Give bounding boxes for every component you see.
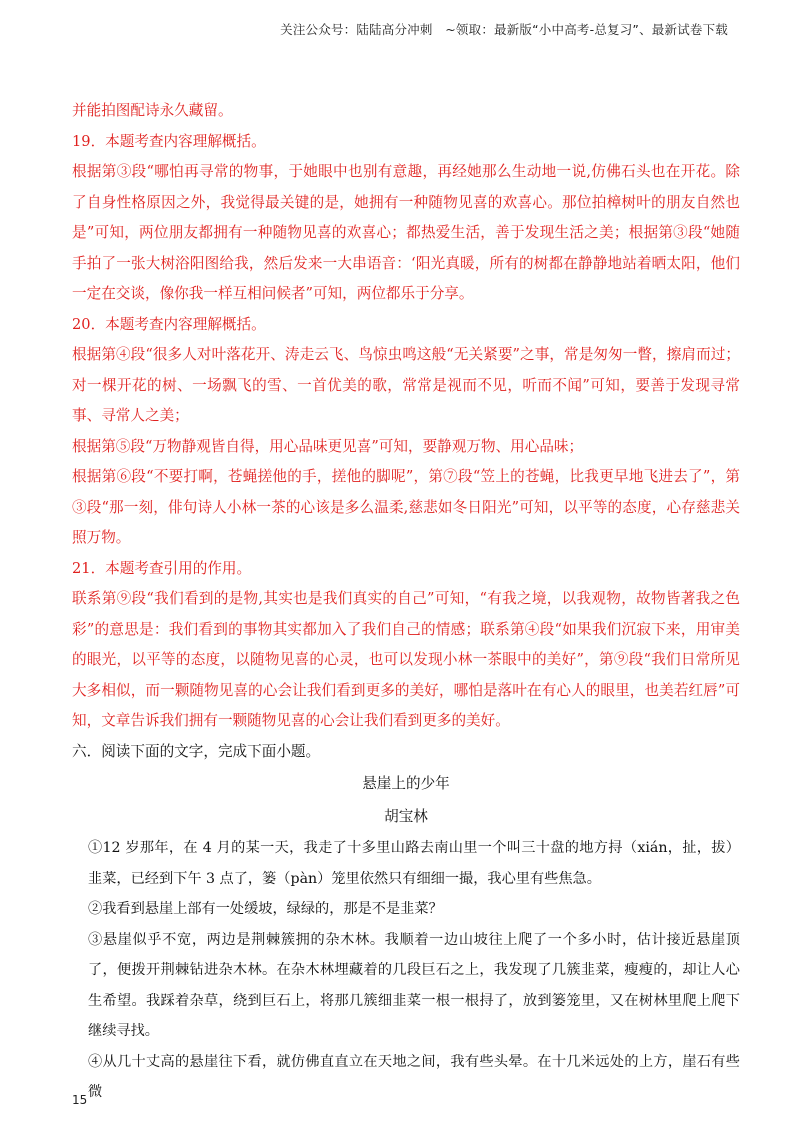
story-paragraph-4: ④从几十丈高的悬崖往下看，就仿佛直直立在天地之间，我有些头晕。在十几米远处的上方，崖石有些微 — [88, 1053, 740, 1100]
question-19-heading: 19．本题考查内容理解概括。 — [72, 132, 266, 150]
page-content — [72, 96, 740, 1108]
question-21-heading: 21．本题考查引用的作用。 — [72, 559, 252, 577]
question-19-answer: 根据第③段“哪怕再寻常的物事，于她眼中也别有意趣，再经她那么生动地一说,仿佛石头也在开花。除了自身性格原因之外，我觉得最关键的是，她拥有一种随物见喜的欢喜心。那位拍樟树叶的朋友自然也是”可知，两位朋友都拥有一种随物见喜的欢喜心；都热爱生活，善于发现生活之美；根据第③段“她随手拍了一张大树浴阳图给我，然后发来一大串语音：‘阳光真暖，所有的树都在静静地站着晒太阳，他们一定在交谈，像你我一样互相问候者”可知，两位都乐于分享。 — [72, 163, 740, 302]
story-title: 悬崖上的少年 — [362, 775, 450, 792]
page-header: 关注公众号：陆陆高分冲刺 ~领取：最新版“小中高考-总复习”、最新试卷下载 — [280, 22, 728, 37]
question-20-answer-part3: 根据第⑥段“不要打啊，苍蝇搓他的手，搓他的脚呢”，第⑦段“笠上的苍蝇，比我更早地飞进去了”，第③段“那一刻，俳句诗人小林一茶的心该是多么温柔,慈悲如冬日阳光”可知，以平等的态度，心存慈悲关照万物。 — [72, 468, 740, 546]
question-21-answer: 联系第⑨段“我们看到的是物,其实也是我们真实的自己”可知，“有我之境，以我观物，故物皆著我之色彩”的意思是：我们看到的事物其实都加入了我们自己的情感；联系第④段“如果我们沉寂下来，用审美的眼光，以平等的态度，以随物见喜的心灵，也可以发现小林一茶眼中的美好”，第⑨段“我们日常所见大多相似，而一颗随物见喜的心会让我们看到更多的美好，哪怕是落叶在有心人的眼里，也美若红唇”可知，文章告诉我们拥有一颗随物见喜的心会让我们看到更多的美好。 — [72, 590, 740, 729]
question-20-answer-part1: 根据第④段“很多人对叶落花开、涛走云飞、鸟惊虫鸣这般“无关紧要”之事，常是匆匆一瞥，擦肩而过；对一棵开花的树、一场飘飞的雪、一首优美的歌，常常是视而不见，听而不闻”可知，要善于发现寻常事、寻常人之美； — [72, 346, 740, 424]
story-paragraph-1: ①12 岁那年，在 4 月的某一天，我走了十多里山路去南山里一个叫三十盘的地方挦（xián，扯，拔）韭菜，已经到下午 3 点了，篓（pàn）笼里依然只有细细一撮，我心里有些焦急。 — [88, 840, 740, 887]
story-paragraph-3: ③悬崖似乎不宽，两边是荆棘簇拥的杂木林。我顺着一边山坡往上爬了一个多小时，估计接近悬崖顶了，便拨开荆棘钻进杂木林。在杂木林埋藏着的几段巨石之上，我发现了几簇韭菜，瘦瘦的，却让人心生希望。我踩着杂草，绕到巨石上，将那几簇细韭菜一根一根挦了，放到篓笼里，又在树林里爬上爬下继续寻找。 — [88, 931, 740, 1039]
story-author: 胡宝林 — [384, 808, 428, 825]
answer-line: 并能拍图配诗永久藏留。 — [72, 102, 233, 119]
page-number: 15 — [72, 1093, 88, 1107]
question-20-heading: 20．本题考查内容理解概括。 — [72, 315, 266, 333]
story-paragraph-2: ②我看到悬崖上部有一处缓坡，绿绿的，那是不是韭菜？ — [88, 901, 443, 917]
question-20-answer-part2: 根据第⑤段“万物静观皆自得，用心品味更见喜”可知，要静观万物、用心品味； — [72, 437, 584, 455]
section-title: 六．阅读下面的文字，完成下面小题。 — [72, 742, 321, 760]
